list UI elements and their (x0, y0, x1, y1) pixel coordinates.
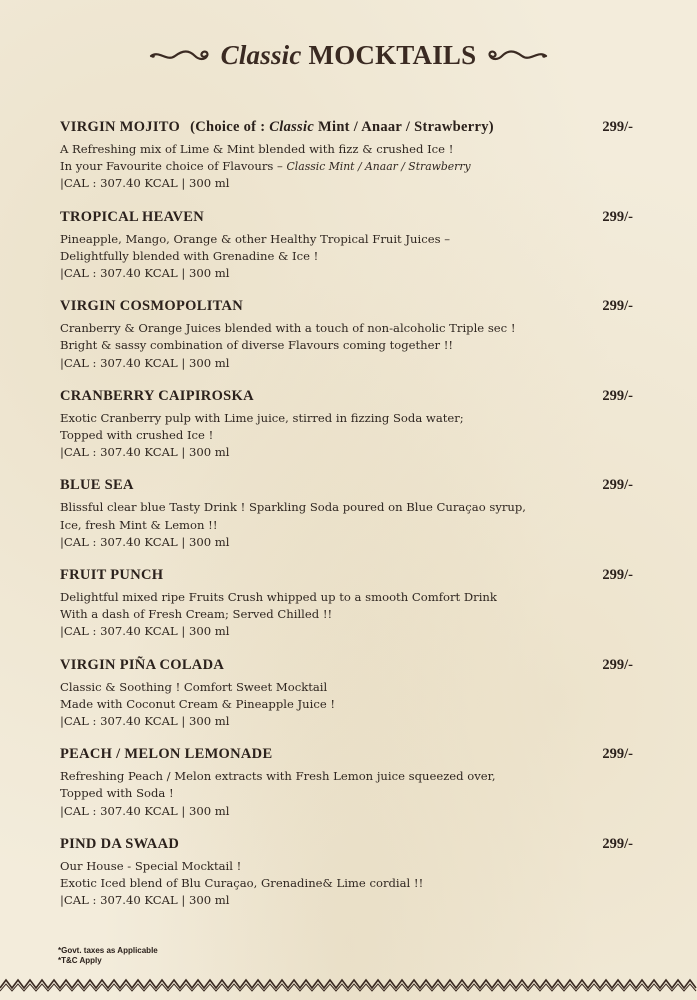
item-description (60, 158, 660, 175)
item-calories: |CAL : 307.40 KCAL | 300 ml (60, 355, 230, 370)
item-price: 299/- (602, 835, 633, 852)
item-description: Classic & Soothing ! Comfort Sweet Mocktail (60, 679, 328, 694)
item-price: 299/- (602, 119, 633, 135)
item-name: VIRGIN MOJITO (60, 119, 181, 135)
choice-prefix: (Choice of : (190, 119, 270, 135)
item-price: 299/- (602, 746, 633, 763)
menu-header (0, 40, 697, 71)
item-description: Blissful clear blue Tasty Drink ! Sparkling Soda poured on Blue Curaçao syrup, (60, 500, 526, 515)
menu-item-fruit-punch (60, 564, 660, 641)
item-calories: |CAL : 307.40 KCAL | 300 ml (60, 445, 230, 460)
menu-item-blue-sea (60, 474, 660, 551)
item-description: Delightfully blended with Grenadine & Ice ! (60, 248, 319, 263)
item-name-row (60, 116, 660, 138)
title-main: MOCKTAILS (308, 40, 477, 70)
choice-italic: Classic (269, 119, 315, 135)
item-name: BLUE SEA (60, 477, 134, 494)
item-description: Cranberry & Orange Juices blended with a touch of non-alcoholic Triple sec ! (60, 321, 516, 336)
item-calories: |CAL : 307.40 KCAL | 300 ml (60, 266, 230, 281)
footnote-terms: *T&C Apply (58, 956, 102, 965)
footnotes (58, 946, 158, 966)
item-name: FRUIT PUNCH (60, 567, 164, 584)
item-name: PEACH / MELON LEMONADE (60, 746, 273, 763)
item-description: Our House - Special Mocktail ! (60, 858, 242, 873)
item-description: Bright & sassy combination of diverse Flavours coming together !! (60, 338, 454, 353)
item-description: Exotic Iced blend of Blu Curaçao, Grenadine& Lime cordial !! (60, 876, 424, 891)
right-scroll-ornament-icon (484, 46, 548, 66)
choice-rest: Mint / Anaar / Strawberry) (314, 119, 494, 135)
item-description: Pineapple, Mango, Orange & other Healthy Tropical Fruit Juices – (60, 231, 450, 246)
item-price: 299/- (602, 298, 633, 315)
item-description: Topped with crushed Ice ! (60, 428, 214, 443)
menu-item-cranberry-caipiroska (60, 385, 660, 462)
item-price: 299/- (602, 387, 633, 404)
item-price: 299/- (602, 656, 633, 673)
flavour-text: In your Favourite choice of Flavours – (60, 159, 287, 174)
menu-item-pind-da-swaad (60, 833, 660, 910)
item-description: Delightful mixed ripe Fruits Crush whipped up to a smooth Comfort Drink (60, 590, 497, 605)
menu-item-virgin-cosmopolitan (60, 295, 660, 372)
item-description: Exotic Cranberry pulp with Lime juice, stirred in fizzing Soda water; (60, 410, 464, 425)
left-scroll-ornament-icon (149, 46, 213, 66)
item-description: Made with Coconut Cream & Pineapple Juice ! (60, 696, 336, 711)
footnote-taxes: *Govt. taxes as Applicable (58, 946, 158, 955)
item-description: Refreshing Peach / Melon extracts with Fresh Lemon juice squeezed over, (60, 769, 496, 784)
bottom-zigzag-border-icon (0, 978, 697, 992)
title-prefix: Classic (220, 40, 302, 70)
menu-item-peach-melon-lemonade (60, 743, 660, 820)
item-choice (190, 119, 494, 135)
item-calories: |CAL : 307.40 KCAL | 300 ml (60, 893, 230, 908)
item-name: VIRGIN PIÑA COLADA (60, 656, 225, 673)
item-description: Topped with Soda ! (60, 786, 174, 801)
item-description: A Refreshing mix of Lime & Mint blended with fizz & crushed Ice ! (60, 142, 454, 156)
item-name: PIND DA SWAAD (60, 835, 180, 852)
item-calories: |CAL : 307.40 KCAL | 300 ml (60, 803, 230, 818)
item-calories: |CAL : 307.40 KCAL | 300 ml (60, 714, 230, 729)
menu-item-virgin-pina-colada (60, 654, 660, 731)
flavour-options: Classic Mint / Anaar / Strawberry (286, 160, 471, 174)
item-description: With a dash of Fresh Cream; Served Chilled !! (60, 607, 333, 622)
item-price: 299/- (602, 567, 633, 584)
item-description: Ice, fresh Mint & Lemon !! (60, 517, 218, 532)
item-price: 299/- (602, 208, 633, 225)
menu-item-tropical-heaven (60, 206, 660, 283)
mocktail-menu-list (60, 116, 660, 922)
item-price: 299/- (602, 477, 633, 494)
item-name: TROPICAL HEAVEN (60, 208, 205, 225)
menu-item-virgin-mojito (60, 116, 660, 193)
item-name: CRANBERRY CAIPIROSKA (60, 387, 254, 404)
item-name: VIRGIN COSMOPOLITAN (60, 298, 244, 315)
item-calories: |CAL : 307.40 KCAL | 300 ml (60, 176, 230, 191)
page-title (221, 40, 477, 71)
item-calories: |CAL : 307.40 KCAL | 300 ml (60, 624, 230, 639)
item-calories: |CAL : 307.40 KCAL | 300 ml (60, 534, 230, 549)
